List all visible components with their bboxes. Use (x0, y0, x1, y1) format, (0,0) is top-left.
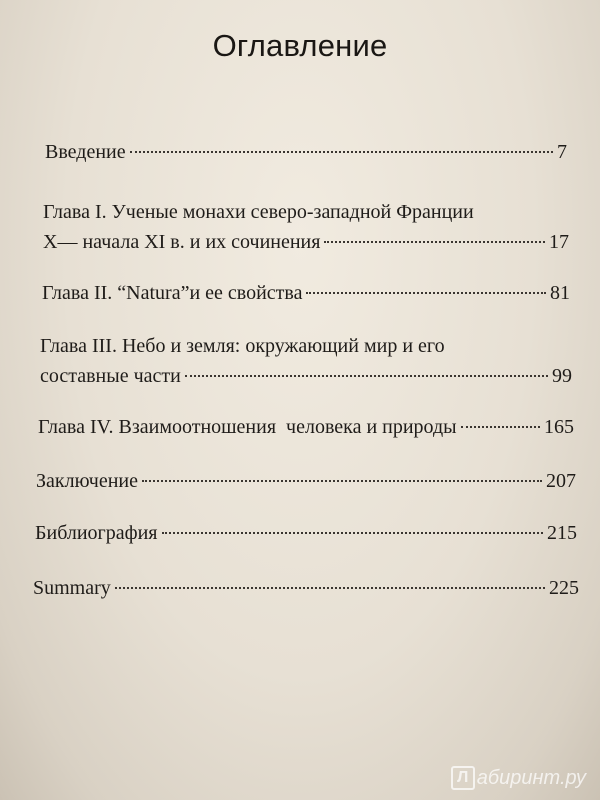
labirint-logo-icon: Л (451, 766, 475, 790)
toc-entry-title: Глава IV. Взаимоотношения человека и природы (38, 416, 457, 438)
toc-entry-title-line1: Глава I. Ученые монахи северо-западной Франции (43, 201, 474, 223)
dot-leader (461, 426, 540, 428)
toc-page-number: 7 (557, 141, 567, 163)
dot-leader (306, 292, 546, 294)
toc-entry-title: Введение (45, 141, 126, 163)
toc-entry-summary (33, 573, 579, 603)
dot-leader (115, 587, 545, 589)
toc-entry-chapter-1 (43, 197, 569, 257)
toc-page-number: 99 (552, 365, 572, 387)
dot-leader (162, 532, 544, 534)
toc-entry-introduction (45, 137, 567, 167)
toc-entry-title: Заключение (36, 470, 138, 492)
toc-entry-bibliography (35, 518, 577, 548)
toc-entry-chapter-2 (42, 278, 570, 308)
toc-entry-chapter-4 (38, 412, 574, 442)
labirint-watermark (451, 766, 586, 790)
toc-entry-title: Глава II. “Natura”и ее свойства (42, 282, 303, 304)
page-title: Оглавление (212, 28, 388, 63)
toc-page-number: 165 (544, 416, 574, 438)
dot-leader (142, 480, 542, 482)
dot-leader (324, 241, 545, 243)
toc-page-number: 207 (546, 470, 576, 492)
toc-entry-title: Библиография (35, 522, 158, 544)
watermark-text: абиринт.ру (476, 766, 586, 789)
toc-page-number: 215 (547, 522, 577, 544)
toc-entry-title-line1: Глава III. Небо и земля: окружающий мир и его (40, 335, 445, 357)
toc-entry-title: X— начала XI в. и их сочинения (43, 231, 321, 253)
toc-entry-title: составные части (40, 365, 181, 387)
toc-entry-conclusion (36, 466, 576, 496)
toc-page-number: 225 (549, 577, 579, 599)
toc-entry-title: Summary (33, 577, 111, 599)
dot-leader (130, 151, 553, 153)
toc-page-number: 81 (550, 282, 570, 304)
toc-page-number: 17 (549, 231, 569, 253)
dot-leader (185, 375, 548, 377)
toc-entry-chapter-3 (40, 331, 572, 391)
